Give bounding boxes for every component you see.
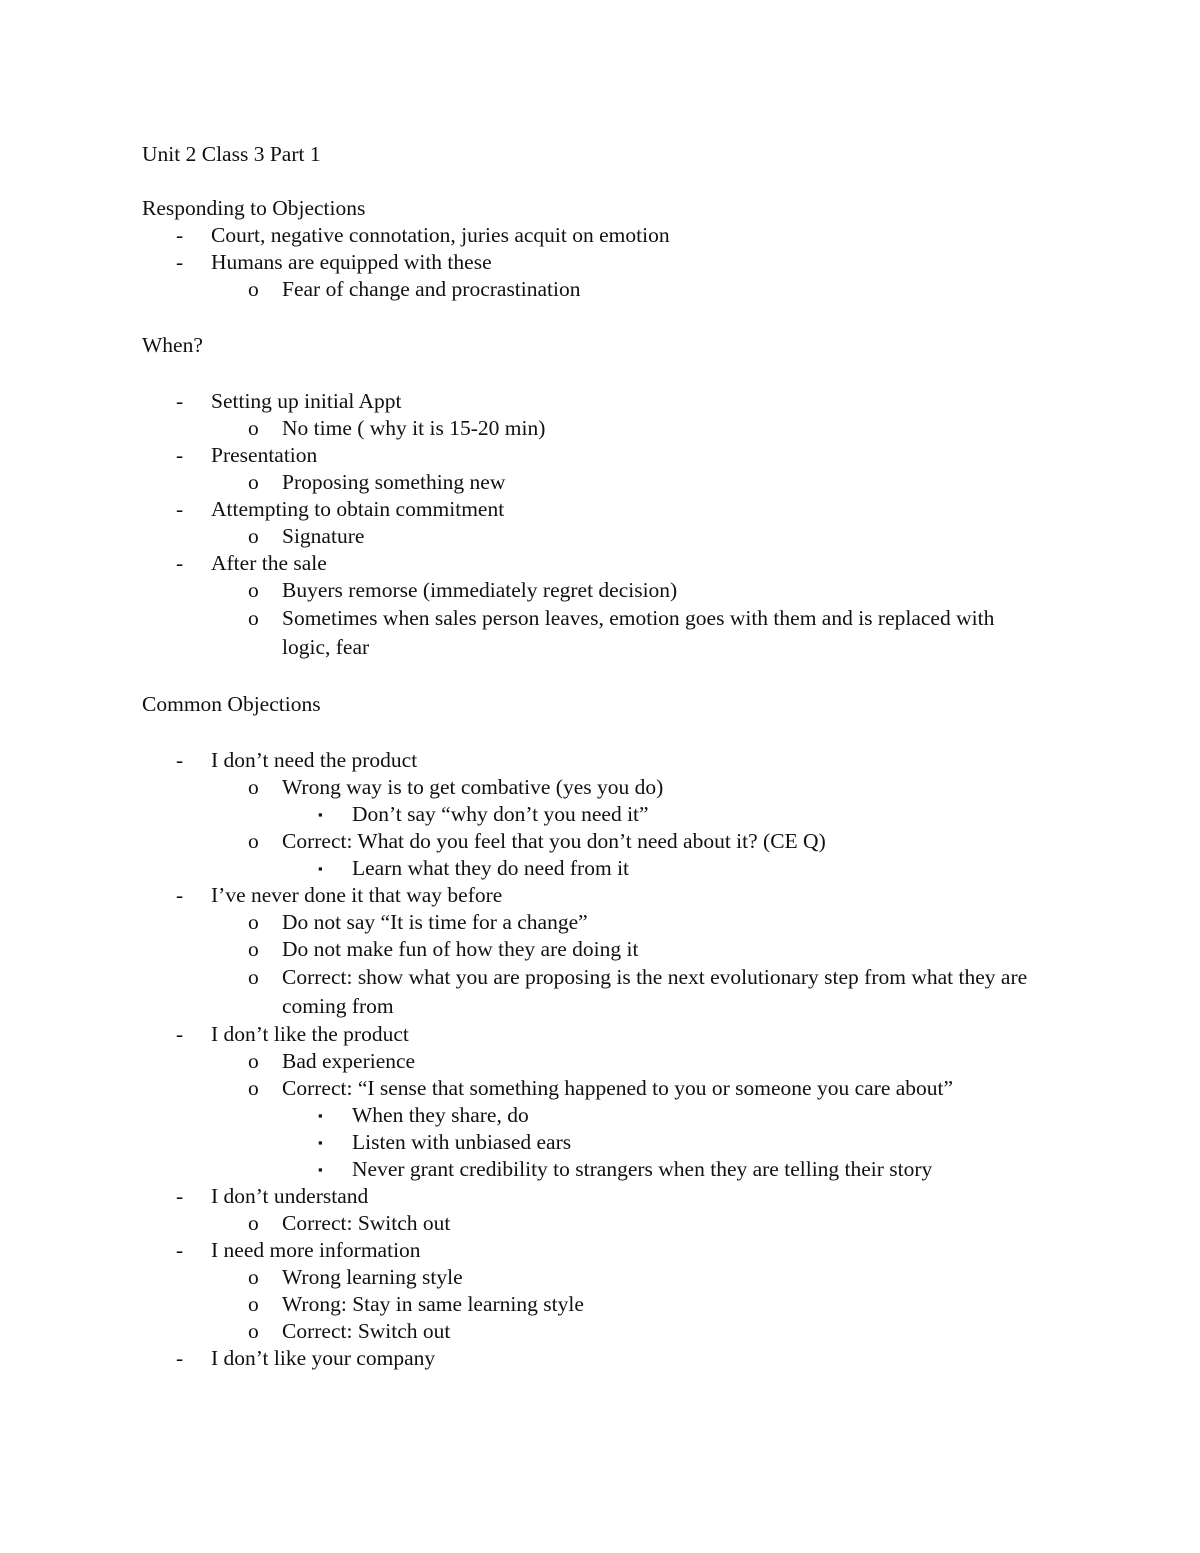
dash-bullet: -	[176, 443, 184, 467]
circle-bullet: o	[248, 470, 259, 494]
dash-bullet: -	[176, 883, 184, 907]
list-item: - Presentation	[176, 443, 318, 467]
sub-list-item: o Correct: show what you are proposing is the next evolutionary step from what they are coming from	[248, 965, 1028, 1018]
dash-bullet: -	[176, 1238, 184, 1262]
circle-bullet: o	[248, 578, 259, 602]
sub-list-item: o Correct: Switch out	[248, 1211, 451, 1235]
circle-bullet: o	[248, 277, 259, 301]
square-bullet: ▪	[318, 807, 323, 822]
list-item: - Attempting to obtain commitment	[176, 497, 505, 521]
square-bullet: ▪	[318, 1135, 323, 1150]
dash-bullet: -	[176, 223, 184, 247]
circle-bullet: o	[248, 416, 259, 440]
sub-list-item: o Buyers remorse (immediately regret decision)	[248, 578, 678, 602]
circle-bullet: o	[248, 524, 259, 548]
list-item: - I’ve never done it that way before	[176, 883, 503, 907]
page-title: Unit 2 Class 3 Part 1	[142, 142, 321, 166]
sub-sub-list-item: ▪ When they share, do	[318, 1103, 529, 1127]
square-bullet: ▪	[318, 1108, 323, 1123]
sub-list-item: o Do not make fun of how they are doing it	[248, 937, 639, 961]
dash-bullet: -	[176, 1022, 184, 1046]
sub-sub-list-item: ▪ Never grant credibility to strangers when they are telling their story	[318, 1157, 933, 1181]
sub-list-item: o Fear of change and procrastination	[248, 277, 581, 301]
sub-list-item: o Do not say “It is time for a change”	[248, 910, 588, 934]
circle-bullet: o	[248, 775, 259, 799]
circle-bullet: o	[248, 1319, 259, 1343]
dash-bullet: -	[176, 1346, 184, 1370]
sub-sub-list-item: ▪ Listen with unbiased ears	[318, 1130, 572, 1154]
list-item: - I don’t like your company	[176, 1346, 436, 1370]
circle-bullet: o	[248, 965, 259, 989]
list-item: - Setting up initial Appt	[176, 389, 402, 413]
section-heading: Responding to Objections	[142, 196, 366, 220]
section-heading: When?	[142, 333, 203, 357]
sub-list-item: o No time ( why it is 15-20 min)	[248, 416, 546, 440]
dash-bullet: -	[176, 389, 184, 413]
sub-list-item: o Proposing something new	[248, 470, 506, 494]
circle-bullet: o	[248, 937, 259, 961]
sub-sub-list-item: ▪ Don’t say “why don’t you need it”	[318, 802, 649, 826]
sub-list-item: o Correct: What do you feel that you don’t need about it? (CE Q)	[248, 829, 826, 853]
circle-bullet: o	[248, 1265, 259, 1289]
dash-bullet: -	[176, 1184, 184, 1208]
sub-list-item: o Correct: “I sense that something happened to you or someone you care about”	[248, 1076, 954, 1100]
sub-list-item: o Correct: Switch out	[248, 1319, 451, 1343]
circle-bullet: o	[248, 1076, 259, 1100]
list-item: - I need more information	[176, 1238, 421, 1262]
circle-bullet: o	[248, 829, 259, 853]
circle-bullet: o	[248, 606, 259, 630]
dash-bullet: -	[176, 250, 184, 274]
circle-bullet: o	[248, 1292, 259, 1316]
square-bullet: ▪	[318, 1162, 323, 1177]
sub-list-item: o Bad experience	[248, 1049, 416, 1073]
dash-bullet: -	[176, 748, 184, 772]
dash-bullet: -	[176, 497, 184, 521]
dash-bullet: -	[176, 551, 184, 575]
circle-bullet: o	[248, 910, 259, 934]
list-item: - After the sale	[176, 551, 327, 575]
sub-list-item: o Sometimes when sales person leaves, emotion goes with them and is replaced with logic, fear	[248, 606, 995, 659]
list-item: - I don’t need the product	[176, 748, 418, 772]
section-heading: Common Objections	[142, 692, 321, 716]
list-item: - Court, negative connotation, juries acquit on emotion	[176, 223, 670, 247]
list-item: - Humans are equipped with these	[176, 250, 492, 274]
sub-list-item: o Signature	[248, 524, 365, 548]
sub-list-item: o Wrong learning style	[248, 1265, 463, 1289]
document-page	[142, 141, 1042, 1372]
list-item: - I don’t understand	[176, 1184, 369, 1208]
sub-list-item: o Wrong: Stay in same learning style	[248, 1292, 584, 1316]
sub-sub-list-item: ▪ Learn what they do need from it	[318, 856, 630, 880]
circle-bullet: o	[248, 1211, 259, 1235]
list-item: - I don’t like the product	[176, 1022, 409, 1046]
sub-list-item: o Wrong way is to get combative (yes you do)	[248, 775, 664, 799]
circle-bullet: o	[248, 1049, 259, 1073]
square-bullet: ▪	[318, 861, 323, 876]
